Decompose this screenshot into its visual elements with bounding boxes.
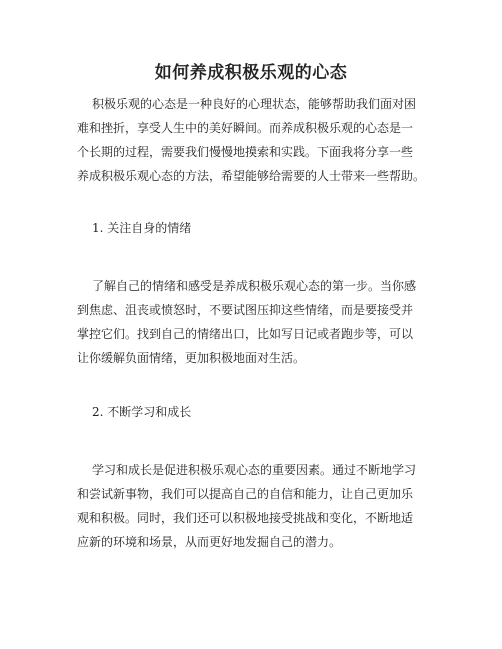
page-title: 如何养成积极乐观的心态 bbox=[154, 63, 348, 83]
intro-line-4: 养成积极乐观心态的方法，希望能够给需要的人士带来一些帮助。 bbox=[77, 169, 426, 183]
section-2-heading: 2. 不断学习和成长 bbox=[92, 405, 192, 419]
intro-line-3: 个长期的过程，需要我们慢慢地摸索和实践。下面我将分享一些 bbox=[77, 145, 414, 159]
section-1-heading: 1. 关注自身的情绪 bbox=[92, 221, 192, 235]
section-2-line-1: 学习和成长是促进积极乐观心态的重要因素。通过不断地学习 bbox=[92, 463, 417, 477]
intro-line-1: 积极乐观的心态是一种良好的心理状态，能够帮助我们面对困 bbox=[92, 97, 417, 111]
intro-line-2: 难和挫折，享受人生中的美好瞬间。而养成积极乐观的心态是一 bbox=[77, 121, 414, 135]
section-1-line-3: 掌控它们。找到自己的情绪出口，比如写日记或者跑步等，可以 bbox=[77, 327, 414, 341]
section-1-line-4: 让你缓解负面情绪，更加积极地面对生活。 bbox=[77, 351, 306, 365]
section-1-line-2: 到焦虑、沮丧或愤怒时，不要试图压抑这些情绪，而是要接受并 bbox=[77, 303, 414, 317]
section-2-line-3: 观和积极。同时，我们还可以积极地接受挑战和变化，不断地适 bbox=[77, 511, 414, 525]
section-1-line-1: 了解自己的情绪和感受是养成积极乐观心态的第一步。当你感 bbox=[92, 279, 417, 293]
section-2-line-2: 和尝试新事物，我们可以提高自己的自信和能力，让自己更加乐 bbox=[77, 487, 414, 501]
section-2-line-4: 应新的环境和场景，从而更好地发掘自己的潜力。 bbox=[77, 535, 342, 549]
